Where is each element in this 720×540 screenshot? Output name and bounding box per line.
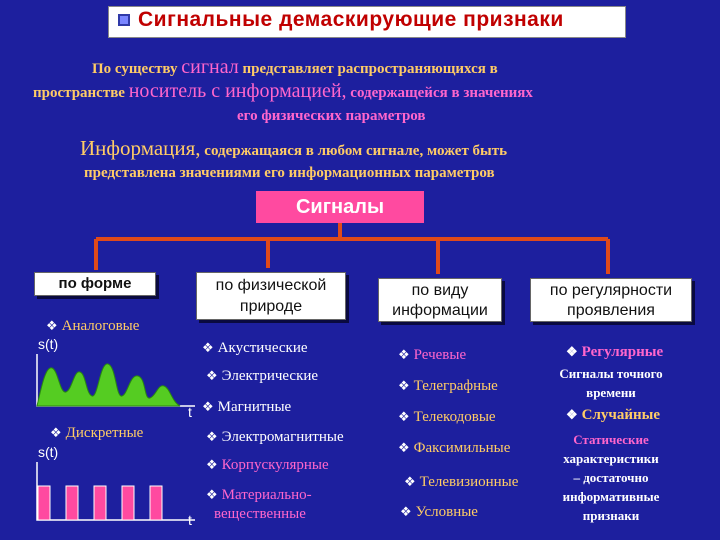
discrete-s-label: s(t) [38,444,59,460]
random-desc-2: характеристики [563,451,659,466]
diamond-bullet-icon: ❖ [404,474,416,489]
diamond-bullet-icon: ❖ [566,344,578,359]
random-desc-4: информативные [562,489,660,504]
info-item-1: ❖ Телеграфные [398,378,498,394]
diamond-bullet-icon: ❖ [206,457,218,472]
discrete-t-label: t [188,512,192,528]
intro-line-3: его физических параметров [237,108,426,124]
form-item-analog: ❖ Аналоговые [46,318,140,334]
diamond-bullet-icon: ❖ [206,368,218,383]
diamond-bullet-icon: ❖ [566,407,578,422]
diamond-bullet-icon: ❖ [398,440,410,455]
diamond-bullet-icon: ❖ [206,429,218,444]
regularity-item-random: ❖ Случайные [566,407,661,423]
physical-item-0: ❖ Акустические [202,340,308,356]
intro-text: По существу [92,61,178,77]
discrete-signal-graph [30,462,200,524]
page-title: Сигнальные демаскирующие признаки [138,8,564,31]
category-form: по форме [34,272,156,296]
info-item-2: ❖ Телекодовые [398,409,496,425]
info-item-0: ❖ Речевые [398,347,467,363]
random-desc-5: признаки [582,508,640,523]
random-desc-1: Статические [573,432,649,447]
analog-t-label: t [188,404,192,420]
regularity-item-regular: ❖ Регулярные [566,344,664,360]
intro-highlight: Информация, [80,136,201,160]
form-item-discrete: ❖ Дискретные [50,425,144,441]
diamond-bullet-icon: ❖ [398,347,410,362]
category-info: по виду информации [378,278,502,322]
intro-highlight: сигнал [181,56,239,78]
diamond-bullet-icon: ❖ [202,399,214,414]
intro-text: представляет распространяющихся в [242,61,498,77]
random-desc-3: – достаточно [573,470,649,485]
intro-line-5: представлена значениями его информационных параметров [84,165,495,181]
regular-desc-1: Сигналы точного [559,366,663,381]
diamond-bullet-icon: ❖ [202,340,214,355]
info-item-4: ❖ Телевизионные [404,474,519,490]
physical-item-5: ❖ Материально- [206,487,312,503]
intro-highlight: носитель с информацией, [128,80,347,102]
physical-item-3: ❖ Электромагнитные [206,429,344,445]
physical-item-4: ❖ Корпускулярные [206,457,329,473]
analog-s-label: s(t) [38,336,59,352]
diamond-bullet-icon: ❖ [398,409,410,424]
diamond-bullet-icon: ❖ [400,504,412,519]
category-physical: по физической природе [196,272,346,320]
diamond-bullet-icon: ❖ [398,378,410,393]
signals-box: Сигналы [256,191,424,223]
physical-item-6: вещественные [214,506,306,522]
intro-text: пространстве [33,85,125,101]
info-item-5: ❖ Условные [400,504,478,520]
physical-item-1: ❖ Электрические [206,368,319,384]
physical-item-2: ❖ Магнитные [202,399,292,415]
diamond-bullet-icon: ❖ [50,425,62,440]
diamond-bullet-icon: ❖ [206,487,218,502]
info-item-3: ❖ Факсимильные [398,440,511,456]
regular-desc-2: времени [586,385,636,400]
intro-text: содержащейся в значениях [350,85,533,101]
diamond-bullet-icon: ❖ [46,318,58,333]
category-regularity: по регулярности проявления [530,278,692,322]
analog-signal-graph [30,354,200,414]
intro-text: содержащаяся в любом сигнале, может быть [204,143,508,159]
